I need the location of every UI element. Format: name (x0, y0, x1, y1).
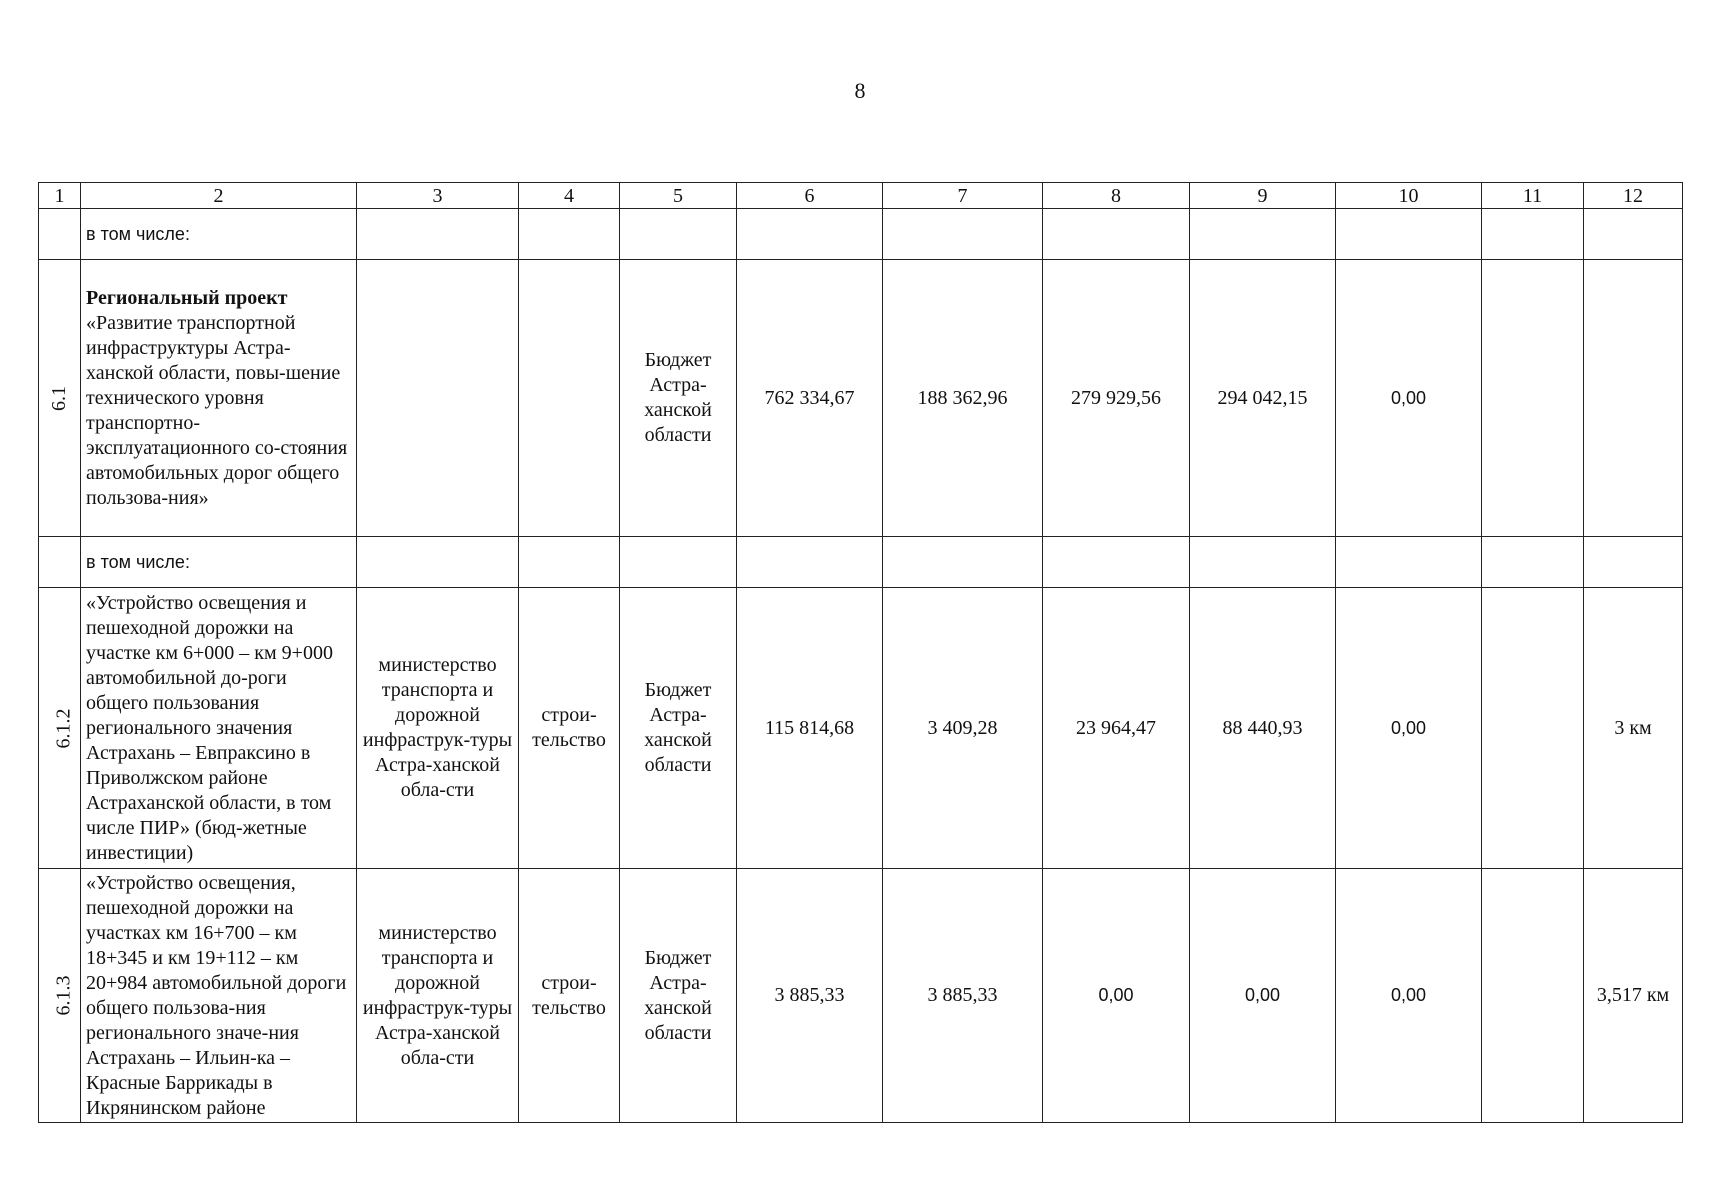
column-header: 12 (1584, 183, 1683, 209)
value-cell: 0,00 (1336, 869, 1482, 1123)
value-cell (1482, 260, 1584, 537)
empty-cell (1584, 537, 1683, 588)
empty-cell (620, 209, 737, 260)
column-header: 10 (1336, 183, 1482, 209)
executor-cell: министерство транспорта и дорожной инфраструк-туры Астра-ханской обла-сти (357, 869, 519, 1123)
column-number-header (39, 183, 1683, 209)
column-header: 7 (883, 183, 1043, 209)
column-header: 11 (1482, 183, 1584, 209)
row-number-cell (39, 260, 81, 537)
empty-cell (519, 209, 620, 260)
column-header: 1 (39, 183, 81, 209)
empty-cell (357, 537, 519, 588)
project-title: Региональный проект (86, 286, 288, 309)
value-cell: 188 362,96 (883, 260, 1043, 537)
value-cell: 3 885,33 (737, 869, 883, 1123)
table-row (39, 869, 1683, 1123)
funding-source-cell: Бюджет Астра-ханской области (620, 869, 737, 1123)
value-cell: 23 964,47 (1043, 588, 1190, 869)
length-cell: 3 км (1584, 588, 1683, 869)
name-cell (81, 260, 357, 537)
column-header: 2 (81, 183, 357, 209)
value-cell: 762 334,67 (737, 260, 883, 537)
empty-cell (1043, 537, 1190, 588)
value-cell: 0,00 (1043, 869, 1190, 1123)
value-cell: 279 929,56 (1043, 260, 1190, 537)
column-header: 9 (1190, 183, 1336, 209)
budget-table (38, 182, 1683, 1123)
value-cell: 88 440,93 (1190, 588, 1336, 869)
subheading-cell: в том числе: (81, 209, 357, 260)
row-number: 6.1.2 (52, 708, 75, 748)
table-row (39, 537, 1683, 588)
length-cell (1584, 260, 1683, 537)
empty-cell (1190, 537, 1336, 588)
value-cell: 0,00 (1336, 588, 1482, 869)
row-number-cell (39, 209, 81, 260)
subheading-cell: в том числе: (81, 537, 357, 588)
empty-cell (1584, 209, 1683, 260)
empty-cell (883, 537, 1043, 588)
value-cell (1482, 588, 1584, 869)
row-number-cell (39, 537, 81, 588)
empty-cell (357, 209, 519, 260)
column-header: 3 (357, 183, 519, 209)
project-name: «Развитие транспортной инфраструктуры Астра-ханской области, повы-шение технического уровня транспортно-эксплуатационного со-стояния автомобильных дорог общего пользова-ния» (86, 311, 348, 509)
empty-cell (883, 209, 1043, 260)
value-cell: 294 042,15 (1190, 260, 1336, 537)
executor-cell: министерство транспорта и дорожной инфраструк-туры Астра-ханской обла-сти (357, 588, 519, 869)
empty-cell (1482, 209, 1584, 260)
empty-cell (1190, 209, 1336, 260)
value-cell: 3 885,33 (883, 869, 1043, 1123)
empty-cell (1336, 537, 1482, 588)
empty-cell (1043, 209, 1190, 260)
column-header: 5 (620, 183, 737, 209)
empty-cell (737, 209, 883, 260)
table-row (39, 209, 1683, 260)
empty-cell (1336, 209, 1482, 260)
column-header: 6 (737, 183, 883, 209)
value-cell (1482, 869, 1584, 1123)
empty-cell (620, 537, 737, 588)
name-cell: «Устройство освещения и пешеходной дорожки на участке км 6+000 – км 9+000 автомобильной до-роги общего пользования регионального значения Астрахань – Евпраксино в Приволжском районе Астраханской области, в том числе ПИР» (бюд-жетные инвестиции) (81, 588, 357, 869)
funding-source-cell: Бюджет Астра-ханской области (620, 588, 737, 869)
column-header: 4 (519, 183, 620, 209)
work-type-cell (519, 260, 620, 537)
work-type-cell: строи-тельство (519, 869, 620, 1123)
row-number-cell (39, 869, 81, 1123)
executor-cell (357, 260, 519, 537)
value-cell: 3 409,28 (883, 588, 1043, 869)
length-cell: 3,517 км (1584, 869, 1683, 1123)
funding-source-cell: Бюджет Астра-ханской области (620, 260, 737, 537)
row-number: 6.1 (48, 385, 70, 411)
work-type-cell: строи-тельство (519, 588, 620, 869)
page-number: 8 (854, 78, 866, 103)
name-cell: «Устройство освещения, пешеходной дорожки на участках км 16+700 – км 18+345 и км 19+112 – км 20+984 автомобильной дороги общего пользова-ния регионального значе-ния Астрахань – Ильин-ка – Красные Баррикады в Икрянинском районе (81, 869, 357, 1123)
value-cell: 115 814,68 (737, 588, 883, 869)
row-number: 6.1.3 (52, 975, 75, 1016)
row-number-cell (39, 588, 81, 869)
empty-cell (1482, 537, 1584, 588)
empty-cell (519, 537, 620, 588)
empty-cell (737, 537, 883, 588)
column-header: 8 (1043, 183, 1190, 209)
value-cell: 0,00 (1336, 260, 1482, 537)
value-cell: 0,00 (1190, 869, 1336, 1123)
table-row (39, 588, 1683, 869)
table-row (39, 260, 1683, 537)
